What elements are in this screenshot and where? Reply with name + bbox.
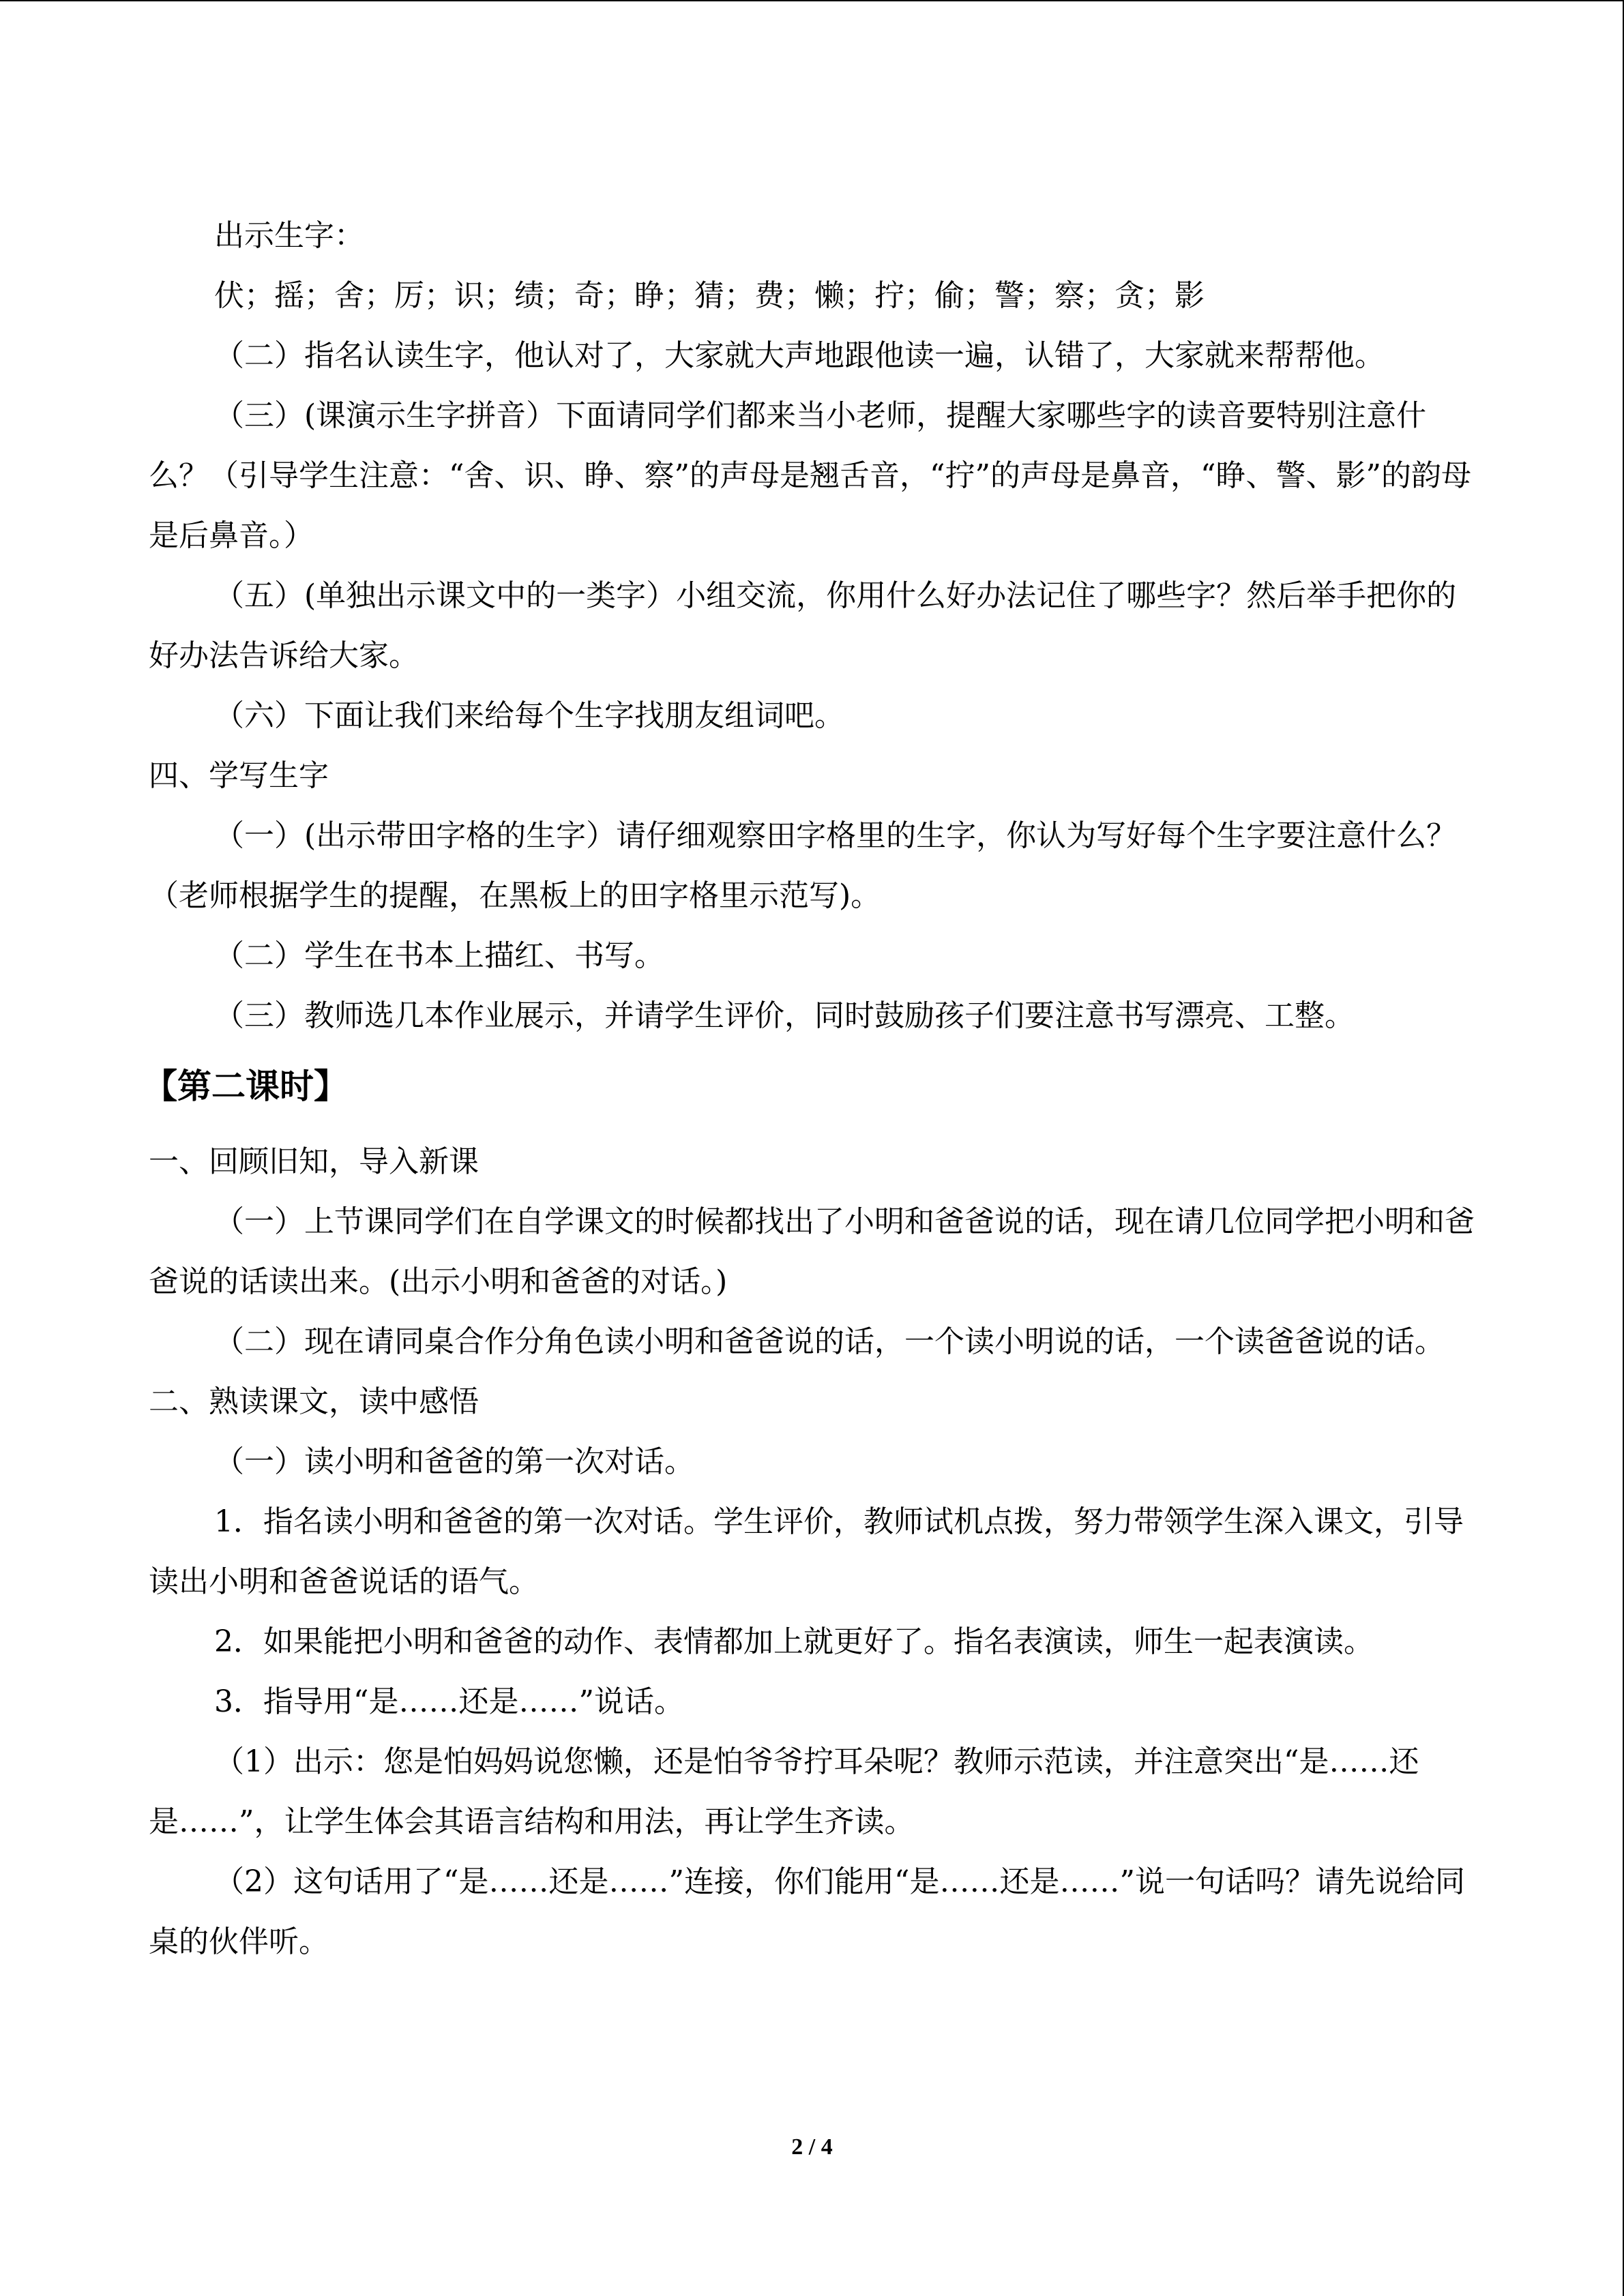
section-review: 一、回顾旧知，导入新课 — [149, 1144, 479, 1179]
paragraph-item-2: 2．如果能把小明和爸爸的动作、表情都加上就更好了。指名表演读，师生一起表演读。 — [214, 1624, 1374, 1659]
paragraph-write-step-3: （三）教师选几本作业展示，并请学生评价，同时鼓励孩子们要注意书写漂亮、工整。 — [214, 998, 1355, 1033]
section-write-characters: 四、学写生字 — [149, 758, 329, 793]
paragraph-review-step-1: （一）上节课同学们在自学课文的时候都找出了小明和爸爸说的话，现在请几位同学把小明和爸爸说的话读出来。(出示小明和爸爸的对话。) — [149, 1204, 1475, 1299]
paragraph-item-3: 3．指导用“是……还是……”说话。 — [214, 1684, 684, 1719]
paragraph-write-step-1: （一）(出示带田字格的生字）请仔细观察田字格里的生字，你认为写好每个生字要注意什么？（老师根据学生的提醒，在黑板上的田字格里示范写)。 — [149, 818, 1457, 913]
paragraph-item-1: 1．指名读小明和爸爸的第一次对话。学生评价，教师试机点拨，努力带领学生深入课文，引导读出小明和爸爸说话的语气。 — [149, 1504, 1464, 1599]
paragraph-show-characters: 出示生字： — [214, 218, 364, 253]
paragraph-character-list: 伏；摇；舍；厉；识；绩；奇；睁；猜；费；懒；拧；偷；警；察；贪；影 — [214, 278, 1205, 313]
paragraph-review-step-2: （二）现在请同桌合作分角色读小明和爸爸说的话，一个读小明说的话，一个读爸爸说的话。 — [214, 1324, 1445, 1359]
paragraph-subitem-1: （1）出示：您是怕妈妈说您懒，还是怕爷爷拧耳朵呢？教师示范读，并注意突出“是……还是……”，让学生体会其语言结构和用法，再让学生齐读。 — [149, 1744, 1419, 1839]
page-number: 2 / 4 — [791, 2134, 833, 2160]
paragraph-step-3-pinyin: （三）(课演示生字拼音）下面请同学们都来当小老师，提醒大家哪些字的读音要特别注意什么？（引导学生注意：“舍、识、睁、察”的声母是翘舌音，“拧”的声母是鼻音，“睁、警、影”的韵母是后鼻音。） — [149, 398, 1471, 553]
paragraph-subitem-2: （2）这句话用了“是……还是……”连接，你们能用“是……还是……”说一句话吗？请先说给同桌的伙伴听。 — [149, 1864, 1465, 1959]
paragraph-step-2-read: （二）指名认读生字，他认对了，大家就大声地跟他读一遍，认错了，大家就来帮帮他。 — [214, 338, 1385, 373]
document-body — [143, 206, 1475, 1972]
section-read-text: 二、熟读课文，读中感悟 — [149, 1384, 479, 1419]
lesson-two-heading: 【第二课时】 — [143, 1067, 348, 1106]
paragraph-step-6-words: （六）下面让我们来给每个生字找朋友组词吧。 — [214, 698, 844, 733]
paragraph-write-step-2: （二）学生在书本上描红、书写。 — [214, 938, 664, 973]
paragraph-step-5-group: （五）(单独出示课文中的一类字）小组交流，你用什么好办法记住了哪些字？然后举手把你的好办法告诉给大家。 — [149, 578, 1457, 673]
paragraph-first-dialogue: （一）读小明和爸爸的第一次对话。 — [214, 1444, 694, 1479]
